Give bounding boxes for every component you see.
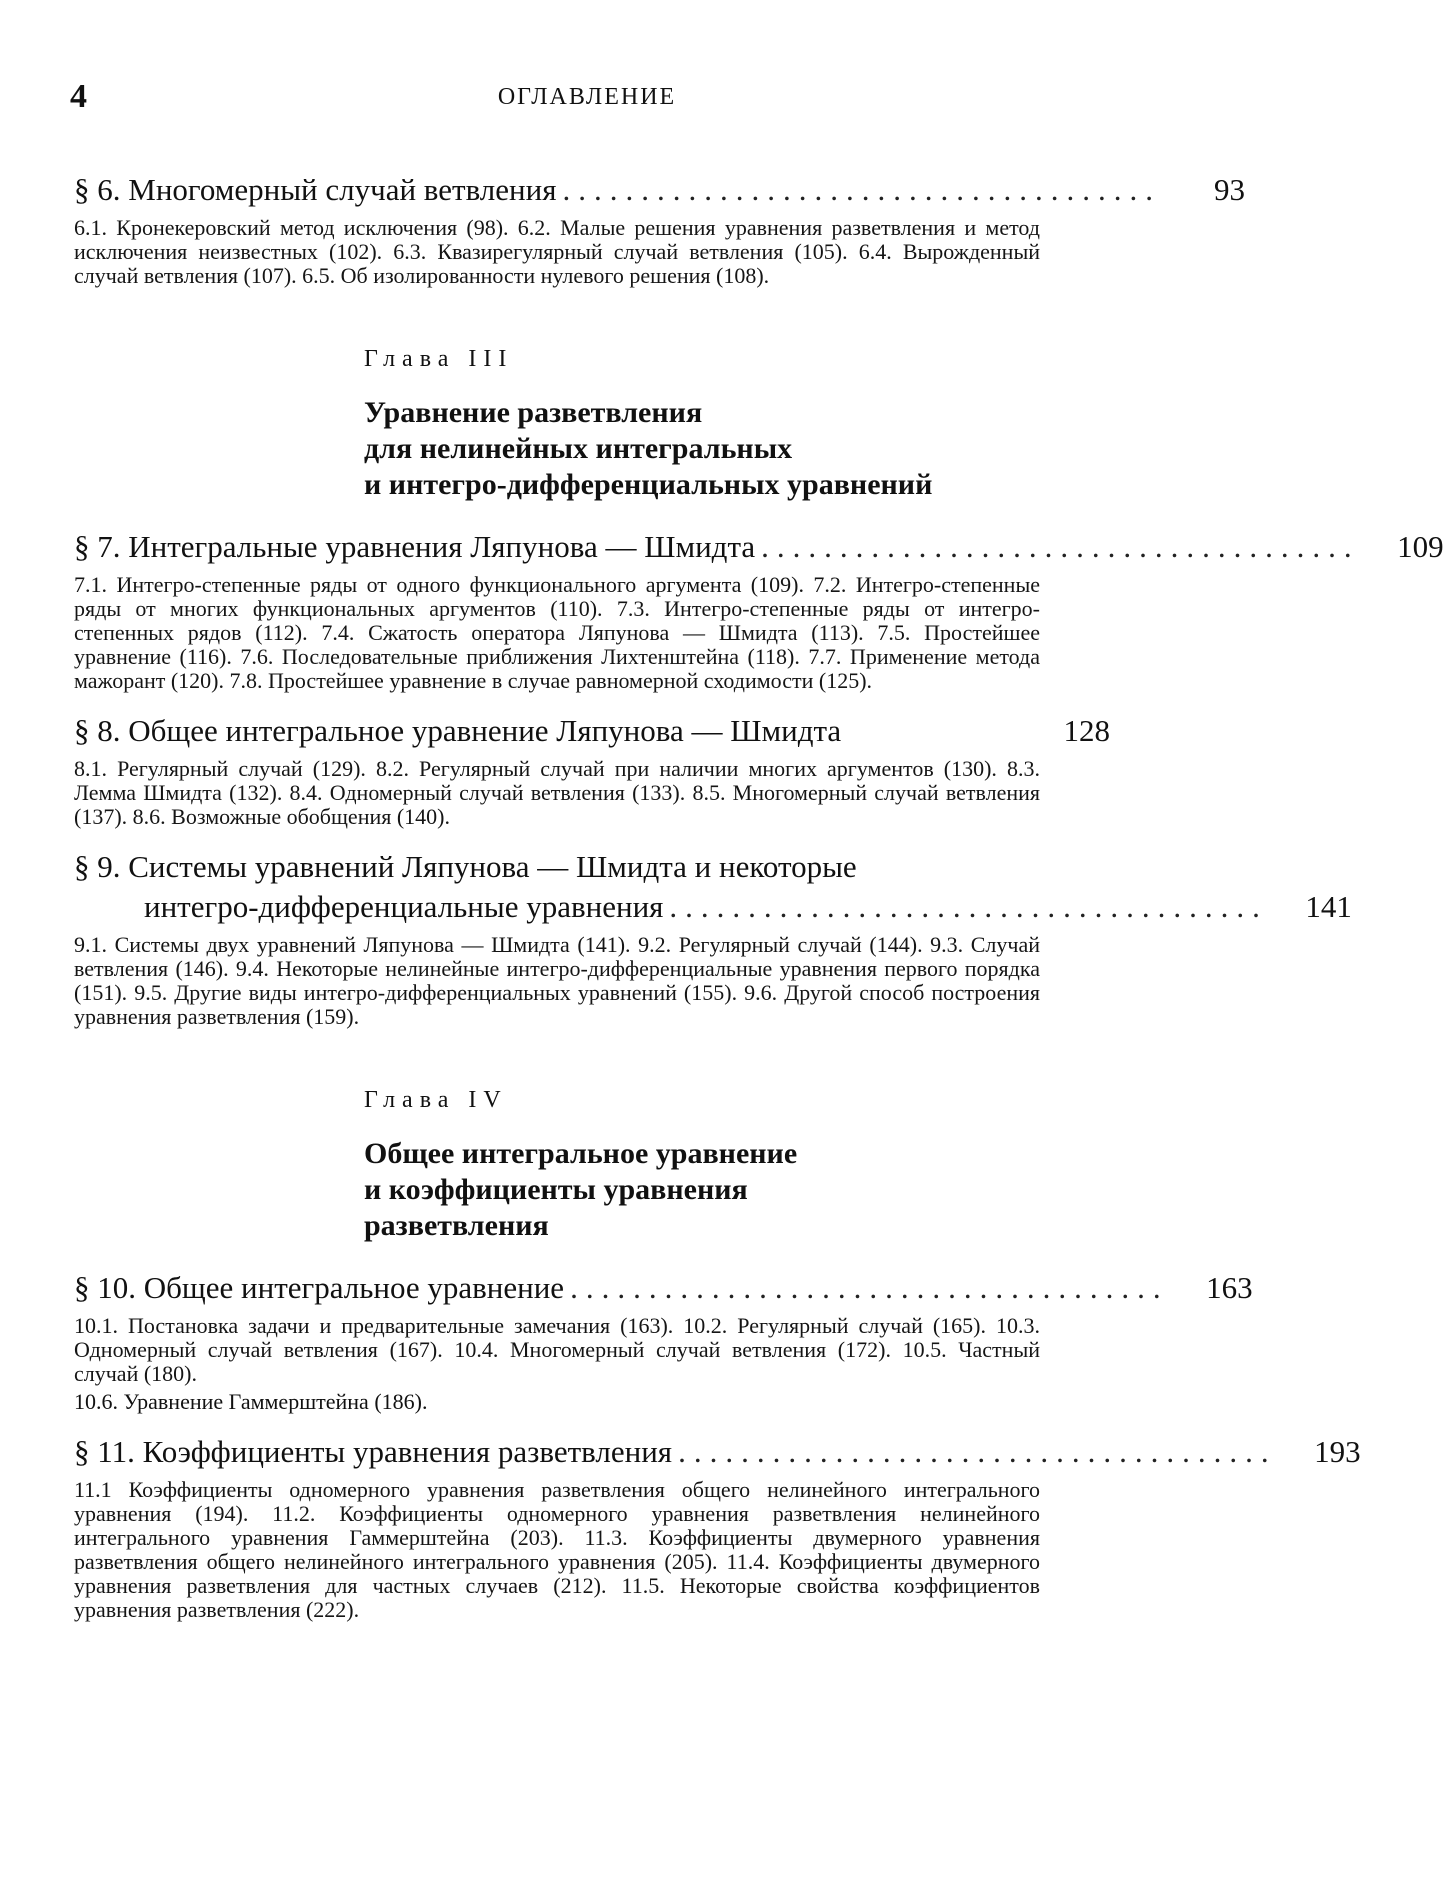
section-title: § 8. Общее интегральное уравнение Ляпунова — Шмидта — [74, 713, 842, 748]
section-page: 109 — [1397, 529, 1444, 564]
section-heading — [74, 847, 1110, 887]
chapter-title — [364, 395, 1084, 503]
section-page: 163 — [1206, 1270, 1253, 1305]
leader-dots: ...................................... — [570, 1270, 1169, 1305]
section-title: § 7. Интегральные уравнения Ляпунова — Шмидта — [74, 529, 756, 564]
subsection-list-extra: 10.6. Уравнение Гаммерштейна (186). — [74, 1389, 428, 1414]
chapter-title-line: для нелинейных интегральных — [364, 432, 793, 465]
section-heading — [74, 711, 1110, 751]
toc-section-10 — [74, 1268, 1253, 1414]
chapter-title — [364, 1136, 1084, 1244]
toc-section-11 — [74, 1432, 1361, 1622]
chapter-label: Глава IV — [364, 1087, 508, 1113]
section-page: 93 — [1213, 172, 1245, 207]
chapter-title-line: и коэффициенты уравнения — [364, 1173, 748, 1206]
section-heading-continued — [74, 887, 1352, 927]
running-title: ОГЛАВЛЕНИЕ — [497, 84, 677, 110]
section-title: § 11. Коэффициенты уравнения разветвления — [74, 1434, 673, 1469]
section-title: § 9. Системы уравнений Ляпунова — Шмидта и некоторые — [74, 849, 857, 884]
subsection-list: 10.1. Постановка задачи и предварительные замечания (163). 10.2. Регулярный случай (165). 10.3. Одномерный случай ветвления (167). 10.4. Многомерный случай ветвления (172). 10.5. Частный случай (180). — [74, 1313, 1040, 1386]
chapter-title-line: и интегро-дифференциальных уравнений — [364, 468, 933, 501]
chapter-title-line: разветвления — [364, 1209, 549, 1242]
section-title: § 6. Многомерный случай ветвления — [74, 172, 557, 207]
section-title: § 10. Общее интегральное уравнение — [74, 1270, 565, 1305]
chapter-label: Глава III — [364, 346, 514, 372]
section-heading — [74, 1432, 1361, 1472]
section-heading — [74, 170, 1245, 210]
chapter-title-line: Уравнение разветвления — [364, 396, 703, 429]
toc-section-9 — [74, 847, 1352, 1029]
leader-dots: ...................................... — [669, 889, 1268, 924]
section-page: 193 — [1314, 1434, 1361, 1469]
subsection-list: 9.1. Системы двух уравнений Ляпунова — Шмидта (141). 9.2. Регулярный случай (144). 9.3. Случай ветвления (146). 9.4. Некоторые нелинейные интегро-дифференциальные уравнения первого порядка (151). 9.5. Другие виды интегро-дифференциальных уравнений (155). 9.6. Другой способ построения уравнения разветвления (159). — [74, 932, 1040, 1029]
leader-dots: ...................................... — [678, 1434, 1277, 1469]
section-heading — [74, 1268, 1253, 1308]
subsection-list: 11.1 Коэффициенты одномерного уравнения разветвления общего нелинейного интегрального уравнения (194). 11.2. Коэффициенты одномерного уравнения разветвления нелинейного интегрального уравнения Гаммерштейна (203). 11.3. Коэффициенты двумерного уравнения разветвления общего нелинейного интегрального уравнения (205). 11.4. Коэффициенты двумерного уравнения разветвления для частных случаев (212). 11.5. Некоторые свойства коэффициентов уравнения разветвления (222). — [74, 1477, 1040, 1622]
toc-section-7 — [74, 527, 1444, 693]
leader-dots: ...................................... — [761, 529, 1360, 564]
chapter-4 — [364, 1087, 1110, 1244]
subsection-list: 7.1. Интегро-степенные ряды от одного функционального аргумента (109). 7.2. Интегро-степенные ряды от многих функциональных аргументов (110). 7.3. Интегро-степенные ряды от интегро-степенных рядов (112). 7.4. Сжатость оператора Ляпунова — Шмидта (113). 7.5. Простейшее уравнение (116). 7.6. Последовательные приближения Лихтенштейна (118). 7.7. Применение метода мажорант (120). 7.8. Простейшее уравнение в случае равномерной сходимости (125). — [74, 572, 1040, 693]
section-page: 141 — [1305, 889, 1352, 924]
leader-dots: ...................................... — [562, 172, 1161, 207]
toc-section-8 — [74, 711, 1110, 829]
section-title-continued: интегро-дифференциальные уравнения — [144, 889, 664, 924]
section-heading — [74, 527, 1444, 567]
chapter-title-line: Общее интегральное уравнение — [364, 1137, 798, 1170]
subsection-list: 6.1. Кронекеровский метод исключения (98). 6.2. Малые решения уравнения разветвления и метод исключения неизвестных (102). 6.3. Квазирегулярный случай ветвления (105). 6.4. Вырожденный случай ветвления (107). 6.5. Об изолированности нулевого решения (108). — [74, 215, 1040, 288]
section-page: 128 — [1063, 713, 1110, 748]
page-header — [70, 78, 1104, 118]
toc-section-6 — [74, 170, 1245, 288]
chapter-3 — [364, 346, 1110, 503]
toc-content — [74, 170, 1444, 1640]
page-number: 4 — [70, 78, 87, 115]
subsection-list: 8.1. Регулярный случай (129). 8.2. Регулярный случай при наличии многих аргументов (130). 8.3. Лемма Шмидта (132). 8.4. Одномерный случай ветвления (133). 8.5. Многомерный случай ветвления (137). 8.6. Возможные обобщения (140). — [74, 756, 1040, 829]
